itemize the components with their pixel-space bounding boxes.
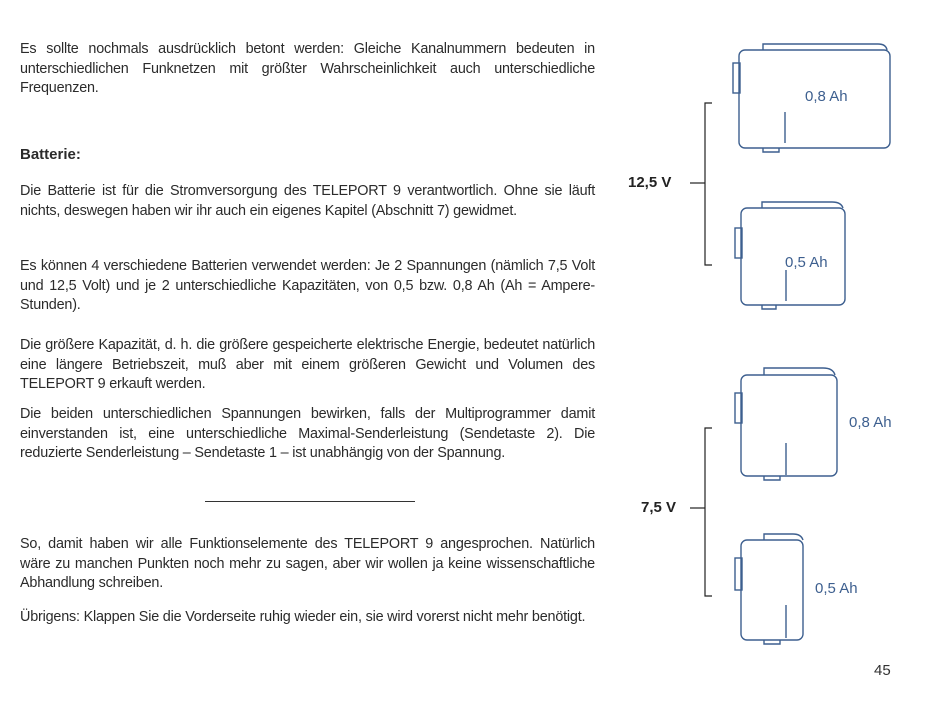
battery-icon-7v-0-5ah xyxy=(735,534,803,644)
section-heading: Batterie: xyxy=(20,146,81,163)
capacity-label: 0,5 Ah xyxy=(815,580,858,597)
capacity-label: 0,5 Ah xyxy=(785,254,828,271)
capacity-label: 0,8 Ah xyxy=(805,88,848,105)
page-number: 45 xyxy=(874,662,891,679)
capacity-label: 0,8 Ah xyxy=(849,414,892,431)
intro-paragraph: Es sollte nochmals ausdrücklich betont werden: Gleiche Kanalnummern bedeuten in unterschiedlichen Funknetzen mit größter Wahrscheinlichkeit auch unterschiedliche Frequenzen. xyxy=(20,41,595,97)
battery-paragraph-2: Es können 4 verschiedene Batterien verwendet werden: Je 2 Spannungen (nämlich 7,5 Volt und 12,5 Volt) und je 2 unterschiedliche Kapazitäten, von 0,5 bzw. 0,8 Ah (Ah = Ampere-Stunden). xyxy=(20,258,595,314)
battery-paragraph-4: Die beiden unterschiedlichen Spannungen bewirken, falls der Multiprogrammer damit einverstanden ist, eine unterschiedliche Maximal-Senderleistung (Sendetaste 2). Die reduzierte Senderleistung – Sendetaste 1 – ist unabhängig von der Spannung. xyxy=(20,406,595,462)
battery-icon-7v-0-8ah xyxy=(735,368,837,480)
closing-paragraph-2: Übrigens: Klappen Sie die Vorderseite ruhig wieder ein, sie wird vorerst nicht mehr benötigt. xyxy=(20,609,586,625)
battery-paragraph-3: Die größere Kapazität, d. h. die größere gespeicherte elektrische Energie, bedeutet natürlich eine längere Betriebszeit, muß aber mit einem größeren Gewicht und Volumen des TELEPORT 9 erkauft werden. xyxy=(20,337,595,393)
closing-paragraph-1: So, damit haben wir alle Funktionselemente des TELEPORT 9 angesprochen. Natürlich wäre zu manchen Punkten noch mehr zu sagen, aber wir wollen ja keine wissenschaftliche Abhandlung schreiben. xyxy=(20,536,595,592)
voltage-label-low: 7,5 V xyxy=(641,499,677,516)
voltage-label-high: 12,5 V xyxy=(628,174,672,191)
battery-paragraph-1: Die Batterie ist für die Stromversorgung des TELEPORT 9 verantwortlich. Ohne sie läuft nichts, deswegen haben wir ihr auch ein eigenes Kapitel (Abschnitt 7) gewidmet. xyxy=(20,183,595,219)
bracket-high xyxy=(690,103,712,265)
bracket-low xyxy=(690,428,712,596)
